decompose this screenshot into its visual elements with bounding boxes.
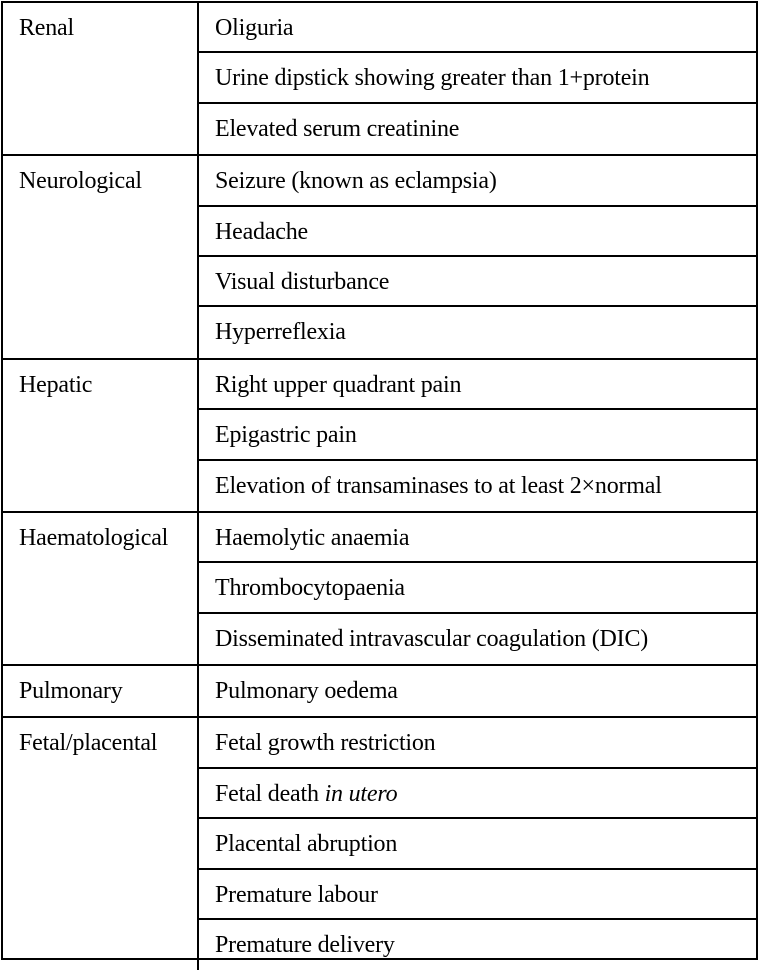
features-table (1, 1, 758, 960)
group-pulmonary (3, 666, 756, 718)
item-cell: Elevation of transaminases to at least 2×normal (215, 472, 662, 499)
category-label: Neurological (3, 156, 199, 358)
item-cell: Haemolytic anaemia (199, 513, 756, 563)
item-list (199, 666, 756, 716)
item-cell: Oliguria (199, 3, 756, 53)
category-label: Fetal/placental (3, 718, 199, 970)
item-cell: Urine dipstick showing greater than 1+protein (199, 53, 756, 103)
group-renal (3, 3, 756, 156)
item-cell: Right upper quadrant pain (199, 360, 756, 410)
item-list (199, 513, 756, 664)
item-text: Fetal death (215, 780, 325, 807)
category-label: Haematological (3, 513, 199, 664)
item-cell: Placental abruption (199, 819, 756, 869)
item-cell: Thrombocytopaenia (199, 563, 756, 613)
item-cell: Hyperreflexia (215, 319, 346, 346)
group-hepatic (3, 360, 756, 513)
item-cell: Premature labour (199, 870, 756, 920)
item-cell: Fetal growth restriction (199, 718, 756, 768)
group-fetal-placental (3, 718, 756, 970)
group-neurological (3, 156, 756, 360)
item-list (199, 156, 756, 358)
category-label: Pulmonary (3, 666, 199, 716)
item-cell: Visual disturbance (199, 257, 756, 307)
item-cell: Premature delivery (215, 932, 395, 959)
item-italic-text: in utero (324, 780, 398, 807)
item-cell (199, 769, 756, 819)
category-label: Hepatic (3, 360, 199, 511)
category-label: Renal (3, 3, 199, 154)
group-haematological (3, 513, 756, 666)
item-cell: Headache (199, 207, 756, 257)
item-list (199, 360, 756, 511)
item-cell: Pulmonary oedema (215, 678, 398, 705)
item-cell: Seizure (known as eclampsia) (199, 156, 756, 206)
item-cell: Epigastric pain (199, 410, 756, 460)
item-list (199, 718, 756, 970)
item-cell: Elevated serum creatinine (215, 115, 460, 142)
item-cell: Disseminated intravascular coagulation (DIC) (215, 625, 649, 652)
item-list (199, 3, 756, 154)
